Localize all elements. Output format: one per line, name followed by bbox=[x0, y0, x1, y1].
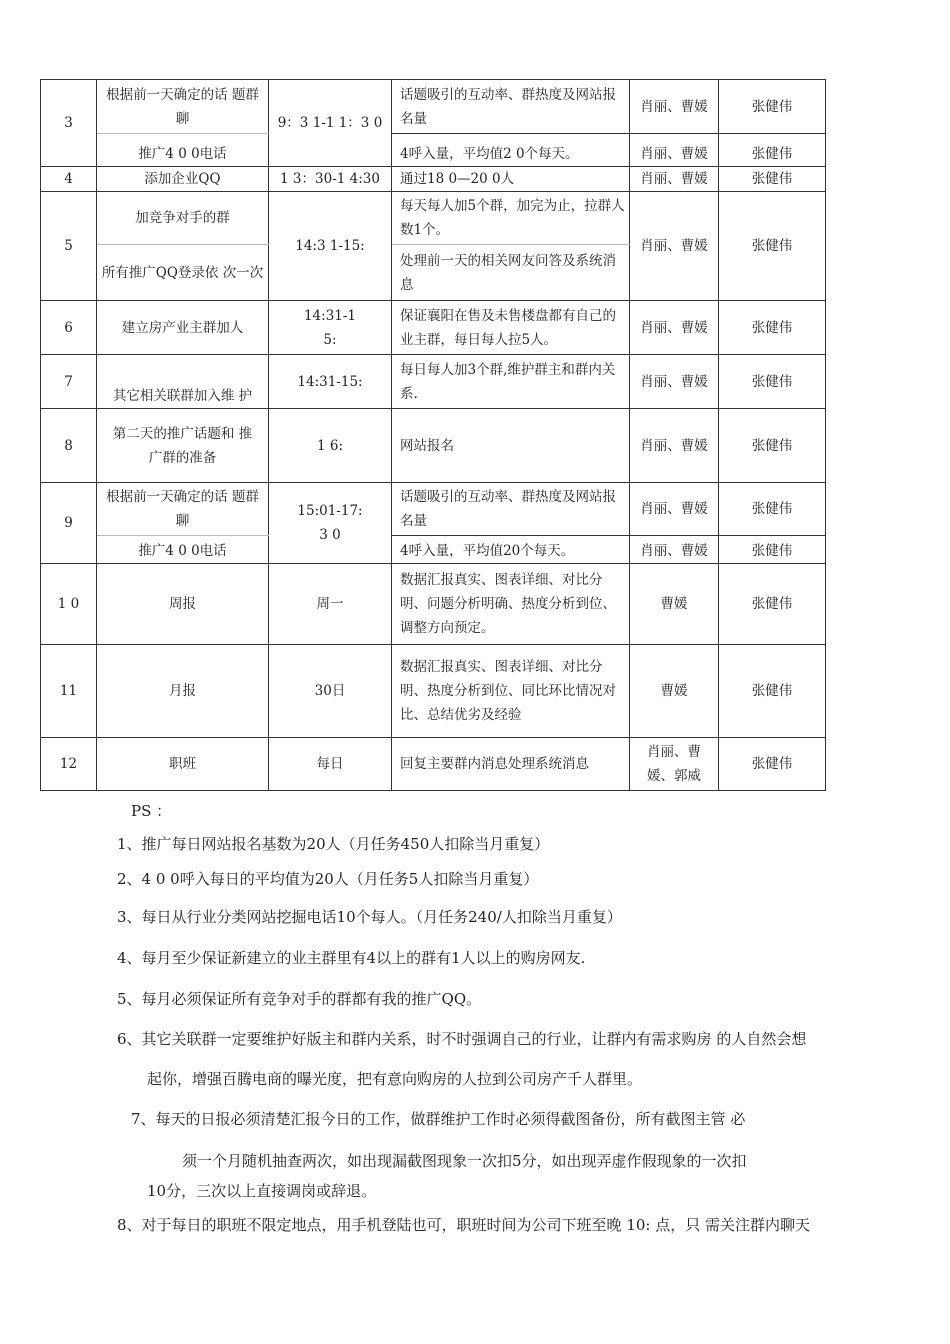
target-cell: 数据汇报真实、图表详细、对比分明、热度分析到位、同比环比情况对比、总结优劣及经验 bbox=[392, 645, 630, 738]
table-row bbox=[41, 301, 826, 355]
target-cell: 4呼入量，平均值2 0个每天。 bbox=[392, 134, 630, 167]
table-row bbox=[41, 738, 826, 791]
row-number: 1 0 bbox=[41, 564, 97, 645]
note-3: 3、每日从行业分类网站挖掘电话10个每人。（月任务240/人扣除当月重复） bbox=[117, 908, 622, 926]
table-row bbox=[41, 483, 826, 536]
ps-heading: PS ： bbox=[131, 802, 172, 820]
table-row bbox=[41, 80, 826, 134]
time-cell: 15:01-17: 3 0 bbox=[269, 483, 392, 564]
note-2: 2、4 0 0呼入每日的平均值为20人（月任务5人扣除当月重复） bbox=[117, 870, 539, 888]
time-cell: 14:31-15: bbox=[269, 355, 392, 409]
time-cell: 每日 bbox=[269, 738, 392, 791]
note-6-line-1: 6、其它关联群一定要维护好版主和群内关系，时不时强调自己的行业，让群内有需求购房 的人自然会想 bbox=[117, 1030, 807, 1048]
owner-cell: 肖丽、曹媛 bbox=[630, 192, 719, 301]
supervisor-cell: 张健伟 bbox=[719, 167, 826, 192]
owner-cell: 肖丽、曹媛 bbox=[630, 167, 719, 192]
table-row bbox=[41, 645, 826, 738]
supervisor-cell: 张健伟 bbox=[719, 80, 826, 134]
owner-cell: 肖丽、曹媛 bbox=[630, 355, 719, 409]
owner-cell: 肖丽、曹媛 bbox=[630, 301, 719, 355]
target-cell: 网站报名 bbox=[392, 409, 630, 483]
time-cell: 30日 bbox=[269, 645, 392, 738]
row-number: 9 bbox=[41, 483, 97, 564]
supervisor-cell: 张健伟 bbox=[719, 536, 826, 564]
table-row bbox=[41, 355, 826, 409]
row-number: 5 bbox=[41, 192, 97, 301]
target-cell: 通过18 0—20 0人 bbox=[392, 167, 630, 192]
target-cell: 数据汇报真实、图表详细、对比分明、问题分析明确、热度分析到位、调整方向预定。 bbox=[392, 564, 630, 645]
task-cell: 推广4 0 0电话 bbox=[97, 134, 269, 167]
note-7-line-1: 7、每天的日报必须清楚汇报今日的工作，做群维护工作时必须得截图备份，所有截图主管 必 bbox=[131, 1110, 746, 1128]
supervisor-cell: 张健伟 bbox=[719, 645, 826, 738]
supervisor-cell: 张健伟 bbox=[719, 355, 826, 409]
supervisor-cell: 张健伟 bbox=[719, 301, 826, 355]
target-cell: 话题吸引的互动率、群热度及网站报名量 bbox=[392, 80, 630, 134]
target-cell: 每天每人加5个群，加完为止，拉群人数1个。 bbox=[392, 192, 630, 245]
target-cell: 每日每人加3个群,维护群主和群内关系. bbox=[392, 355, 630, 409]
task-cell: 根据前一天确定的话 题群聊 bbox=[97, 80, 269, 134]
task-cell: 月报 bbox=[97, 645, 269, 738]
owner-cell: 肖丽、曹媛 bbox=[630, 536, 719, 564]
time-cell: 周一 bbox=[269, 564, 392, 645]
supervisor-cell: 张健伟 bbox=[719, 483, 826, 536]
note-4: 4、每月至少保证新建立的业主群里有4以上的群有1人以上的购房网友. bbox=[117, 949, 586, 967]
note-7-line-2: 须一个月随机抽查两次，如出现漏截图现象一次扣5分，如出现弄虚作假现象的一次扣 bbox=[182, 1152, 747, 1170]
row-number: 12 bbox=[41, 738, 97, 791]
task-cell: 职班 bbox=[97, 738, 269, 791]
row-number: 3 bbox=[41, 80, 97, 167]
note-5: 5、每月必须保证所有竞争对手的群都有我的推广QQ。 bbox=[117, 990, 482, 1008]
note-6-line-2: 起你，增强百腾电商的曝光度，把有意向购房的人拉到公司房产千人群里。 bbox=[147, 1070, 643, 1088]
owner-cell: 曹媛 bbox=[630, 645, 719, 738]
note-7-line-3: 10分，三次以上直接调岗或辞退。 bbox=[147, 1182, 377, 1200]
time-cell: 9：3 1-1 1：3 0 bbox=[269, 80, 392, 167]
owner-cell: 肖丽、曹媛 bbox=[630, 483, 719, 536]
table-row bbox=[41, 134, 826, 167]
time-cell: 14:31-1 5: bbox=[269, 301, 392, 355]
task-cell: 其它相关联群加入维 护 bbox=[97, 355, 269, 409]
task-cell: 所有推广QQ登录依 次一次 bbox=[97, 245, 269, 301]
row-number: 8 bbox=[41, 409, 97, 483]
target-cell: 4呼入量，平均值20个每天。 bbox=[392, 536, 630, 564]
target-cell: 回复主要群内消息处理系统消息 bbox=[392, 738, 630, 791]
table-row bbox=[41, 167, 826, 192]
task-cell: 推广4 0 0电话 bbox=[97, 536, 269, 564]
task-cell: 加竞争对手的群 bbox=[97, 192, 269, 245]
table-row bbox=[41, 536, 826, 564]
time-cell: 1 6: bbox=[269, 409, 392, 483]
task-cell: 周报 bbox=[97, 564, 269, 645]
supervisor-cell: 张健伟 bbox=[719, 134, 826, 167]
target-cell: 处理前一天的相关网友问答及系统消息 bbox=[392, 245, 630, 301]
row-number: 11 bbox=[41, 645, 97, 738]
supervisor-cell: 张健伟 bbox=[719, 738, 826, 791]
task-cell: 根据前一天确定的话 题群聊 bbox=[97, 483, 269, 536]
table-row bbox=[41, 192, 826, 245]
table-row bbox=[41, 564, 826, 645]
supervisor-cell: 张健伟 bbox=[719, 564, 826, 645]
owner-cell: 曹媛 bbox=[630, 564, 719, 645]
table-row bbox=[41, 409, 826, 483]
target-cell: 保证襄阳在售及未售楼盘都有自己的业主群，每日每人拉5人。 bbox=[392, 301, 630, 355]
row-number: 4 bbox=[41, 167, 97, 192]
time-cell: 14:3 1-15: bbox=[269, 192, 392, 301]
note-1: 1、推广每日网站报名基数为20人（月任务450人扣除当月重复） bbox=[117, 835, 550, 853]
task-cell: 第二天的推广话题和 推广群的准备 bbox=[97, 409, 269, 483]
time-cell: 1 3：30-1 4:30 bbox=[269, 167, 392, 192]
target-cell: 话题吸引的互动率、群热度及网站报名量 bbox=[392, 483, 630, 536]
row-number: 6 bbox=[41, 301, 97, 355]
note-8: 8、对于每日的职班不限定地点，用手机登陆也可，职班时间为公司下班至晚 10: 点，只 需关注群内聊天 bbox=[117, 1216, 810, 1234]
owner-cell: 肖丽、曹媛、郭威 bbox=[630, 738, 719, 791]
owner-cell: 肖丽、曹媛 bbox=[630, 80, 719, 134]
owner-cell: 肖丽、曹媛 bbox=[630, 409, 719, 483]
supervisor-cell: 张健伟 bbox=[719, 192, 826, 301]
owner-cell: 肖丽、曹媛 bbox=[630, 134, 719, 167]
supervisor-cell: 张健伟 bbox=[719, 409, 826, 483]
task-cell: 添加企业QQ bbox=[97, 167, 269, 192]
row-number: 7 bbox=[41, 355, 97, 409]
schedule-table bbox=[40, 79, 826, 791]
task-cell: 建立房产业主群加人 bbox=[97, 301, 269, 355]
